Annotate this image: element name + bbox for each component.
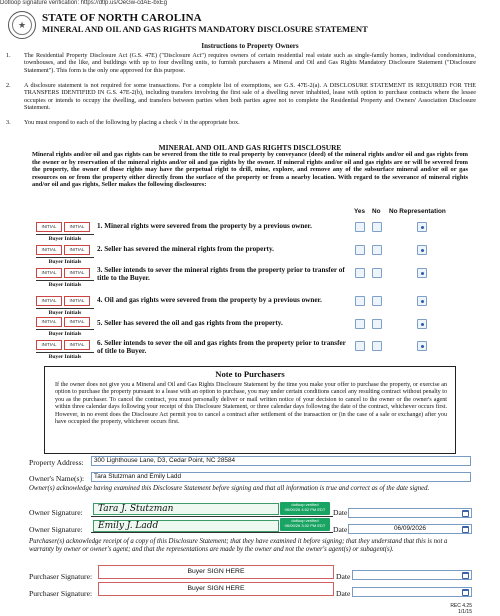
disclosure-title: MINERAL AND OIL AND GAS RIGHTS DISCLOSURE: [158, 143, 342, 152]
owner-signature-1[interactable]: Tara J. Stutzman: [93, 503, 279, 515]
buyer-initials-label: Buyer Initials: [36, 234, 94, 242]
property-address-field[interactable]: 300 Lighthouse Lane, D3, Cedar Point, NC 28584: [91, 456, 471, 466]
disclosure-body: Mineral rights and/or oil and gas rights can be severed from the title to real property by conveyance (deed) of the mineral rights and/or oil and gas rights from the owner or by reservation of the mineral rights and/or oil and gas rights by the owner. If mineral rights and/or oil and gas rights are or will be severed from the property, the owner of those rights may have the perpetual right to drill, mine, explore, and remove any of the subsurface mineral and/or oil or gas resources on or from the property either directly from the surface of the property or from a nearby location. With regard to the severance of mineral rights and/or oil and gas rights, Seller makes the following disclosures:: [32, 151, 468, 189]
checkbox-item-1-yes[interactable]: [355, 222, 365, 232]
buyer-sign-here-button-2[interactable]: Buyer SIGN HERE: [98, 582, 334, 596]
purchaser-signature-label-2: Purchaser Signature:: [29, 589, 93, 598]
initial-box[interactable]: INITIAL: [36, 317, 62, 327]
buyer-initials-label: Buyer Initials: [36, 257, 94, 265]
buyer-initials-label: Buyer Initials: [36, 352, 94, 360]
note-title: Note to Purchasers: [215, 369, 285, 379]
checkbox-item-6-yes[interactable]: [355, 341, 365, 351]
checkbox-item-2-yes[interactable]: [355, 245, 365, 255]
checkbox-item-3-yes[interactable]: [355, 268, 365, 278]
checkbox-item-4-yes[interactable]: [355, 296, 365, 306]
owner-signature-2[interactable]: Emily J. Ladd: [93, 520, 279, 532]
disclosure-item-6: 6. Seller intends to sever the oil and gas rights from the property prior to transfer of title to Buyer.: [97, 339, 346, 356]
state-name: STATE OF NORTH CAROLINA: [42, 12, 202, 24]
checkbox-item-5-no[interactable]: [372, 319, 382, 329]
owner-date-field-1[interactable]: [348, 508, 472, 518]
note-body: If the owner does not give you a Mineral and Oil and Gas Rights Disclosure Statement by the time you make your offer to purchase the property, or exercise an option to purchase the property pursuant to a lease with an option to purchase, you may under certain conditions cancel any resulting contract without penalty to you as the purchaser. To cancel the contract, you must personally deliver or mail written notice of your decision to cancel to the owner or the owner's agent within three calendar days following your receipt of this Disclosure Statement, or three calendar days following the date of the contract, whichever occurs first. However, in no event does the Disclosure Act permit you to cancel a contract after settlement of the transaction or (in the case of a sale or exchange) after you have occupied the property, whichever occurs first.: [55, 382, 447, 426]
dotloop-verified-badge-2: dotloop verified 06/09/26 3:32 PM EDT: [280, 518, 330, 531]
initial-box[interactable]: INITIAL: [64, 222, 90, 232]
disclosure-item-1: 1. Mineral rights were severed from the property by a previous owner.: [97, 222, 312, 230]
initial-box[interactable]: INITIAL: [64, 245, 90, 255]
checkbox-item-1-no-representation[interactable]: [417, 222, 427, 232]
instruction-1: 1. The Residential Property Disclosure Act (G.S. 47E) ("Disclosure Act") requires owners of certain residential real estate such as single-family homes, individual condominiums, townhouses, and the like, and buildings with up to four dwelling units, to furnish purchasers a Mineral and Oil and Gas Rights Mandatory Disclosure Statement ("Disclosure Statement"). This form is the only one approved for this purpose.: [6, 52, 476, 74]
checkbox-item-3-no-representation[interactable]: [417, 268, 427, 278]
purchaser-date-label-1: Date: [336, 572, 351, 581]
checkbox-item-5-no-representation[interactable]: [417, 319, 427, 329]
instruction-3: 3. You must respond to each of the following by placing a check √ in the appropriate box.: [6, 119, 240, 126]
initial-box[interactable]: INITIAL: [36, 340, 62, 350]
instructions-title: Instructions to Property Owners: [201, 42, 299, 50]
purchaser-date-field-1[interactable]: [352, 570, 472, 580]
form-title: MINERAL AND OIL AND GAS RIGHTS MANDATORY DISCLOSURE STATEMENT: [42, 24, 368, 34]
initial-box[interactable]: INITIAL: [36, 245, 62, 255]
calendar-icon[interactable]: [462, 589, 469, 596]
initial-box[interactable]: INITIAL: [64, 340, 90, 350]
purchaser-date-field-2[interactable]: [352, 587, 472, 597]
initial-box[interactable]: INITIAL: [64, 317, 90, 327]
owners-name-field[interactable]: Tara Stutzman and Emily Ladd: [91, 472, 471, 482]
owner-signature-label-2: Owner Signature:: [29, 525, 83, 534]
owner-date-field-2[interactable]: 06/09/2026: [348, 524, 472, 534]
initials-row-3: [36, 261, 94, 288]
initial-box[interactable]: INITIAL: [64, 296, 90, 306]
initials-row-6: [36, 333, 94, 360]
checkbox-item-5-yes[interactable]: [355, 319, 365, 329]
checkbox-item-2-no[interactable]: [372, 245, 382, 255]
instruction-2: 2. A disclosure statement is not required for some transactions. For a complete list of exemptions, see G.S. 47E-2(a). A DISCLOSURE STATEMENT IS REQUIRED FOR THE TRANSFERS IDENTIFIED IN G.S. 47E-2(b), including transfers involving the first sale of a dwelling never inhabited, lease with option to purchase contracts where the lessee occupies or intends to occupy the dwelling, and transfers between parties when both parties agree not to complete the Residential Property and Owners' Association Disclosure Statement.: [6, 82, 476, 112]
purchaser-date-label-2: Date: [336, 589, 351, 598]
disclosure-item-4: 4. Oil and gas rights were severed from the property by a previous owner.: [97, 296, 322, 304]
property-address-label: Property Address:: [29, 458, 84, 467]
disclosure-item-2: 2. Seller has severed the mineral rights from the property.: [97, 245, 274, 253]
column-yes: Yes: [354, 208, 366, 215]
disclosure-item-3: 3. Seller intends to sever the mineral rights from the property prior to transfer of title to the Buyer.: [97, 266, 345, 283]
checkbox-item-4-no-representation[interactable]: [417, 296, 427, 306]
column-no-representation: No Representation: [389, 208, 446, 215]
owner-date-label-1: Date: [333, 508, 348, 517]
calendar-icon[interactable]: [462, 572, 469, 579]
checkbox-item-2-no-representation[interactable]: [417, 245, 427, 255]
form-number: REC 4.25 1/1/15: [450, 603, 472, 615]
owner-date-label-2: Date: [333, 525, 348, 534]
initial-box[interactable]: INITIAL: [36, 268, 62, 278]
checkbox-item-6-no[interactable]: [372, 341, 382, 351]
checkbox-item-4-no[interactable]: [372, 296, 382, 306]
buyer-initials-label: Buyer Initials: [36, 280, 94, 288]
buyer-initials-label: Buyer Initials: [36, 308, 94, 316]
checkbox-item-3-no[interactable]: [372, 268, 382, 278]
calendar-icon[interactable]: [462, 526, 469, 533]
buyer-initials-label: Buyer Initials: [36, 329, 94, 337]
disclosure-item-5: 5. Seller has severed the oil and gas rights from the property.: [97, 319, 283, 327]
checkbox-item-1-no[interactable]: [372, 222, 382, 232]
column-no: No: [372, 208, 381, 215]
dotloop-verified-badge-1: dotloop verified 06/09/26 4:52 PM EDT: [280, 502, 330, 515]
initial-box[interactable]: INITIAL: [36, 222, 62, 232]
owner-signature-label-1: Owner Signature:: [29, 508, 83, 517]
initial-box[interactable]: INITIAL: [36, 296, 62, 306]
verification-banner: Dotloop signature verification: https://dtlp.us/OeGw-cdAE-bxEg: [0, 0, 168, 6]
purchaser-signature-label-1: Purchaser Signature:: [29, 572, 93, 581]
buyer-sign-here-button-1[interactable]: Buyer SIGN HERE: [98, 565, 334, 579]
checkbox-item-6-no-representation[interactable]: [417, 341, 427, 351]
state-seal-icon: ★: [8, 11, 36, 39]
calendar-icon[interactable]: [462, 510, 469, 517]
note-to-purchasers-box: [44, 366, 456, 454]
initial-box[interactable]: INITIAL: [64, 268, 90, 278]
owners-name-label: Owner's Name(s):: [29, 474, 85, 483]
owner-acknowledgement: Owner(s) acknowledge having examined this Disclosure Statement before signing and that all information is true and correct as of the date signed.: [29, 485, 430, 492]
purchaser-acknowledgement: Purchaser(s) acknowledge receipt of a copy of this Disclosure Statement; that they have examined it before signing; that they understand that this is not a warranty by owner or owner's agent; and that the representations are made by the owner and not the owner's agent(s) or subagent(s).: [29, 538, 448, 553]
